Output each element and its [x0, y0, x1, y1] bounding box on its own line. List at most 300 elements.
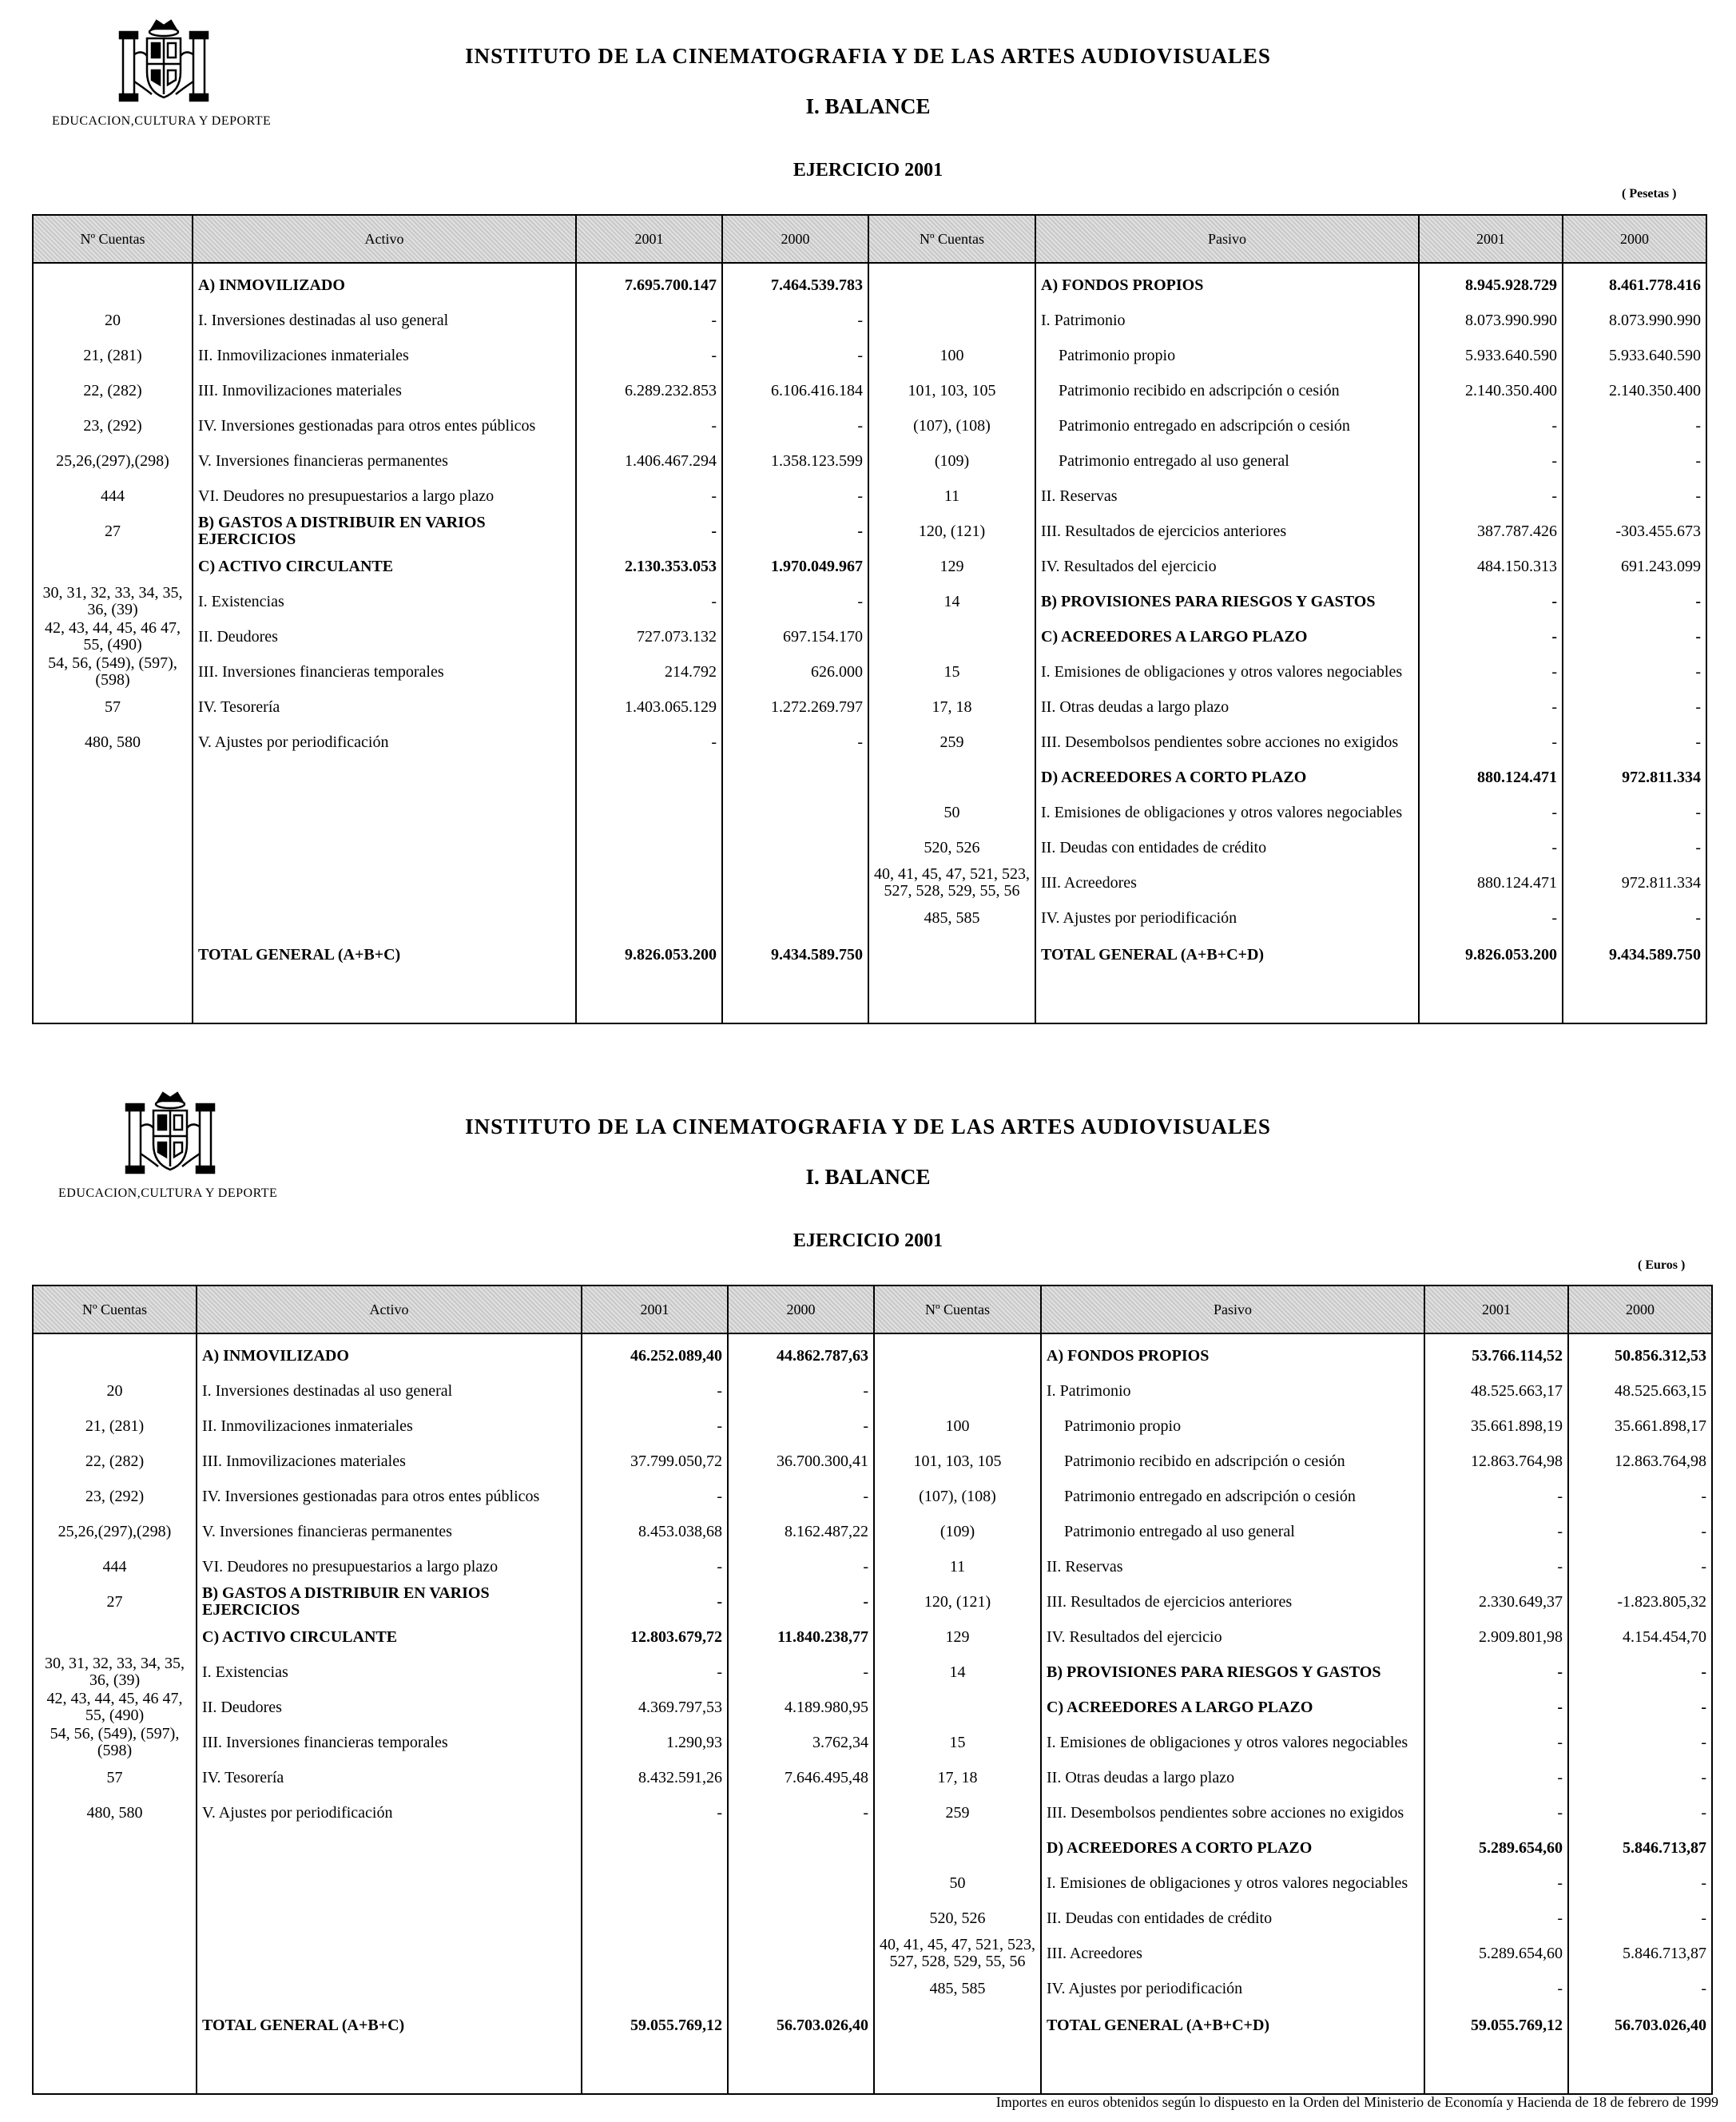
table-row [33, 443, 1706, 479]
cell-activo: B) GASTOS A DISTRIBUIR EN VARIOS EJERCICIOS [193, 514, 576, 549]
exercise-title: EJERCICIO 2001 [793, 160, 943, 181]
cell-cuentas: 444 [33, 1549, 197, 1584]
cell-activo: TOTAL GENERAL (A+B+C) [197, 2006, 582, 2094]
table-row [33, 1584, 1712, 1619]
cell-cuentas: 54, 56, (549), (597), (598) [33, 1725, 197, 1760]
cell-activo-2000: 6.106.416.184 [722, 373, 868, 408]
cell-cuentas-pasivo: 100 [874, 1409, 1041, 1444]
cell-cuentas-pasivo [868, 303, 1035, 338]
cell-activo-2001: 7.695.700.147 [576, 263, 722, 303]
cell-activo-2000: 697.154.170 [722, 619, 868, 654]
cell-activo-2000 [722, 760, 868, 795]
cell-cuentas [33, 1866, 197, 1901]
cell-activo-2000: 11.840.238,77 [728, 1619, 874, 1655]
cell-pasivo-2001: 9.826.053.200 [1419, 936, 1563, 1023]
cell-pasivo: Patrimonio propio [1035, 338, 1419, 373]
col-header-2000: 2000 [722, 215, 868, 263]
cell-cuentas: 30, 31, 32, 33, 34, 35, 36, (39) [33, 1655, 197, 1690]
balance-table-euros [32, 1285, 1713, 2095]
cell-pasivo: I. Emisiones de obligaciones y otros valores negociables [1041, 1725, 1424, 1760]
cell-pasivo: II. Reservas [1041, 1549, 1424, 1584]
cell-cuentas-pasivo: 120, (121) [868, 514, 1035, 549]
cell-pasivo: Patrimonio entregado al uso general [1041, 1514, 1424, 1549]
cell-pasivo-2001: 5.289.654,60 [1424, 1936, 1568, 1971]
cell-pasivo: D) ACREEDORES A CORTO PLAZO [1041, 1830, 1424, 1866]
table-row [33, 1936, 1712, 1971]
cell-activo: I. Inversiones destinadas al uso general [197, 1373, 582, 1409]
cell-cuentas-pasivo [874, 1830, 1041, 1866]
table-row [33, 830, 1706, 865]
table-row [33, 1619, 1712, 1655]
cell-pasivo: II. Deudas con entidades de crédito [1041, 1901, 1424, 1936]
cell-pasivo-2001: - [1424, 1655, 1568, 1690]
cell-pasivo-2001: 880.124.471 [1419, 760, 1563, 795]
cell-pasivo: I. Emisiones de obligaciones y otros valores negociables [1035, 795, 1419, 830]
cell-activo-2000: 44.862.787,63 [728, 1333, 874, 1373]
table-row [33, 1690, 1712, 1725]
cell-pasivo-2001: - [1424, 1901, 1568, 1936]
cell-pasivo: C) ACREEDORES A LARGO PLAZO [1041, 1690, 1424, 1725]
cell-pasivo-2001: - [1419, 689, 1563, 725]
cell-cuentas-pasivo: 520, 526 [874, 1901, 1041, 1936]
cell-pasivo: II. Reservas [1035, 479, 1419, 514]
col-header-cuentas-pasivo: Nº Cuentas [874, 1286, 1041, 1333]
cell-activo-2000: - [722, 514, 868, 549]
cell-cuentas-pasivo: 101, 103, 105 [868, 373, 1035, 408]
cell-pasivo: III. Desembolsos pendientes sobre acciones no exigidos [1041, 1795, 1424, 1830]
cell-activo-2001: - [582, 1655, 728, 1690]
cell-activo: I. Existencias [193, 584, 576, 619]
cell-pasivo: D) ACREEDORES A CORTO PLAZO [1035, 760, 1419, 795]
balance-pesetas-section [0, 0, 1736, 1055]
cell-activo [197, 1971, 582, 2006]
cell-pasivo: III. Resultados de ejercicios anteriores [1041, 1584, 1424, 1619]
cell-activo-2001: 727.073.132 [576, 619, 722, 654]
table-row [33, 865, 1706, 900]
cell-cuentas-pasivo: 17, 18 [874, 1760, 1041, 1795]
cell-pasivo: I. Patrimonio [1035, 303, 1419, 338]
cell-pasivo: A) FONDOS PROPIOS [1035, 263, 1419, 303]
cell-activo: I. Existencias [197, 1655, 582, 1690]
cell-cuentas-pasivo: 485, 585 [868, 900, 1035, 936]
cell-activo-2000: - [722, 338, 868, 373]
cell-pasivo-2000: - [1568, 1479, 1712, 1514]
col-header-cuentas-pasivo: Nº Cuentas [868, 215, 1035, 263]
cell-activo-2000: - [728, 1655, 874, 1690]
table-row [33, 1725, 1712, 1760]
cell-pasivo-2001: - [1419, 654, 1563, 689]
cell-pasivo-2000: - [1568, 1655, 1712, 1690]
cell-activo-2000: 1.272.269.797 [722, 689, 868, 725]
cell-activo: II. Inmovilizaciones inmateriales [193, 338, 576, 373]
cell-pasivo-2000: - [1568, 1549, 1712, 1584]
cell-cuentas-pasivo: (109) [874, 1514, 1041, 1549]
cell-activo-2000: 1.970.049.967 [722, 549, 868, 584]
cell-activo-2001: 2.130.353.053 [576, 549, 722, 584]
cell-activo-2001: - [576, 584, 722, 619]
table-row [33, 1971, 1712, 2006]
cell-cuentas-pasivo: 17, 18 [868, 689, 1035, 725]
cell-pasivo-2000: - [1563, 725, 1706, 760]
cell-cuentas-pasivo [868, 936, 1035, 1023]
cell-activo-2000: - [722, 303, 868, 338]
cell-pasivo-2001: - [1419, 443, 1563, 479]
cell-cuentas: 480, 580 [33, 1795, 197, 1830]
cell-pasivo: TOTAL GENERAL (A+B+C+D) [1041, 2006, 1424, 2094]
cell-pasivo-2000: - [1563, 584, 1706, 619]
cell-pasivo-2000: -1.823.805,32 [1568, 1584, 1712, 1619]
cell-pasivo: IV. Ajustes por periodificación [1041, 1971, 1424, 2006]
cell-cuentas [33, 830, 193, 865]
cell-cuentas-pasivo: 40, 41, 45, 47, 521, 523, 527, 528, 529, 55, 56 [868, 865, 1035, 900]
cell-pasivo: IV. Resultados del ejercicio [1035, 549, 1419, 584]
cell-cuentas: 22, (282) [33, 1444, 197, 1479]
cell-activo-2000: - [722, 725, 868, 760]
cell-pasivo-2000: 5.846.713,87 [1568, 1830, 1712, 1866]
cell-cuentas [33, 549, 193, 584]
col-header-pasivo: Pasivo [1035, 215, 1419, 263]
cell-pasivo-2000: - [1563, 443, 1706, 479]
cell-activo-2001: 4.369.797,53 [582, 1690, 728, 1725]
cell-cuentas: 42, 43, 44, 45, 46 47, 55, (490) [33, 619, 193, 654]
cell-cuentas: 25,26,(297),(298) [33, 1514, 197, 1549]
balance-table-pesetas [32, 214, 1707, 1024]
table-row [33, 1444, 1712, 1479]
cell-activo-2000: - [728, 1584, 874, 1619]
cell-pasivo-2001: - [1419, 408, 1563, 443]
cell-pasivo-2000: 5.933.640.590 [1563, 338, 1706, 373]
cell-activo-2001: - [582, 1373, 728, 1409]
cell-pasivo-2000: - [1563, 479, 1706, 514]
cell-activo-2000: 8.162.487,22 [728, 1514, 874, 1549]
cell-activo-2000: 3.762,34 [728, 1725, 874, 1760]
cell-cuentas: 21, (281) [33, 1409, 197, 1444]
cell-cuentas-pasivo: 129 [874, 1619, 1041, 1655]
cell-pasivo-2000: - [1563, 689, 1706, 725]
cell-pasivo-2001: 12.863.764,98 [1424, 1444, 1568, 1479]
cell-pasivo: I. Emisiones de obligaciones y otros valores negociables [1035, 654, 1419, 689]
cell-activo-2000: - [728, 1409, 874, 1444]
cell-cuentas-pasivo: (109) [868, 443, 1035, 479]
col-header-activo: Activo [193, 215, 576, 263]
cell-pasivo-2000: 8.461.778.416 [1563, 263, 1706, 303]
cell-activo [193, 830, 576, 865]
cell-activo-2001: - [582, 1549, 728, 1584]
cell-activo: I. Inversiones destinadas al uso general [193, 303, 576, 338]
col-header-cuentas: Nº Cuentas [33, 1286, 197, 1333]
cell-pasivo: B) PROVISIONES PARA RIESGOS Y GASTOS [1035, 584, 1419, 619]
cell-pasivo: I. Patrimonio [1041, 1373, 1424, 1409]
cell-pasivo-2001: - [1424, 1795, 1568, 1830]
cell-pasivo: III. Acreedores [1041, 1936, 1424, 1971]
cell-pasivo-2000: -303.455.673 [1563, 514, 1706, 549]
cell-activo-2000: 56.703.026,40 [728, 2006, 874, 2094]
cell-activo: IV. Inversiones gestionadas para otros entes públicos [193, 408, 576, 443]
ministry-label: EDUCACION,CULTURA Y DEPORTE [52, 114, 272, 128]
cell-activo-2001: - [576, 725, 722, 760]
cell-pasivo-2001: - [1424, 1971, 1568, 2006]
cell-activo-2001: 12.803.679,72 [582, 1619, 728, 1655]
cell-pasivo-2001: 2.909.801,98 [1424, 1619, 1568, 1655]
cell-pasivo-2000: 972.811.334 [1563, 865, 1706, 900]
table-row [33, 1373, 1712, 1409]
cell-pasivo-2001: 8.073.990.990 [1419, 303, 1563, 338]
cell-cuentas-pasivo: 15 [874, 1725, 1041, 1760]
cell-activo: C) ACTIVO CIRCULANTE [197, 1619, 582, 1655]
cell-activo-2001: 6.289.232.853 [576, 373, 722, 408]
table-row [33, 1514, 1712, 1549]
cell-pasivo-2001: - [1419, 619, 1563, 654]
table-row [33, 795, 1706, 830]
cell-cuentas-pasivo: 120, (121) [874, 1584, 1041, 1619]
cell-activo: B) GASTOS A DISTRIBUIR EN VARIOS EJERCICIOS [197, 1584, 582, 1619]
col-header-cuentas: Nº Cuentas [33, 215, 193, 263]
cell-pasivo-2000: - [1563, 619, 1706, 654]
cell-cuentas [33, 1619, 197, 1655]
cell-pasivo-2001: 5.289.654,60 [1424, 1830, 1568, 1866]
cell-activo: V. Ajustes por periodificación [193, 725, 576, 760]
cell-pasivo-2001: 2.140.350.400 [1419, 373, 1563, 408]
cell-activo-2000 [722, 900, 868, 936]
ministry-label: EDUCACION,CULTURA Y DEPORTE [58, 1186, 278, 1200]
cell-pasivo: III. Resultados de ejercicios anteriores [1035, 514, 1419, 549]
cell-activo-2000: 626.000 [722, 654, 868, 689]
cell-activo-2000 [728, 1936, 874, 1971]
cell-activo-2001: 1.290,93 [582, 1725, 728, 1760]
cell-activo: IV. Tesorería [193, 689, 576, 725]
table-row [33, 514, 1706, 549]
cell-pasivo: Patrimonio recibido en adscripción o cesión [1041, 1444, 1424, 1479]
cell-cuentas [33, 1936, 197, 1971]
cell-activo: C) ACTIVO CIRCULANTE [193, 549, 576, 584]
table-row [33, 936, 1706, 1023]
cell-pasivo-2001: - [1424, 1549, 1568, 1584]
table-row [33, 1901, 1712, 1936]
table-row [33, 338, 1706, 373]
cell-pasivo-2000: 2.140.350.400 [1563, 373, 1706, 408]
table-row [33, 584, 1706, 619]
cell-activo [193, 795, 576, 830]
institute-title: INSTITUTO DE LA CINEMATOGRAFIA Y DE LAS ARTES AUDIOVISUALES [465, 1115, 1271, 1138]
cell-cuentas: 23, (292) [33, 1479, 197, 1514]
cell-cuentas [33, 1971, 197, 2006]
cell-pasivo-2000: 12.863.764,98 [1568, 1444, 1712, 1479]
cell-activo [197, 1830, 582, 1866]
cell-cuentas: 21, (281) [33, 338, 193, 373]
cell-activo-2000 [728, 1901, 874, 1936]
cell-pasivo: TOTAL GENERAL (A+B+C+D) [1035, 936, 1419, 1023]
cell-activo-2000: - [722, 479, 868, 514]
cell-pasivo: II. Otras deudas a largo plazo [1041, 1760, 1424, 1795]
cell-activo [193, 865, 576, 900]
cell-activo-2001: - [576, 338, 722, 373]
col-header-2001: 2001 [576, 215, 722, 263]
cell-activo-2000: 7.464.539.783 [722, 263, 868, 303]
cell-pasivo-2001: - [1424, 1690, 1568, 1725]
cell-cuentas-pasivo: 485, 585 [874, 1971, 1041, 2006]
cell-cuentas-pasivo: 11 [868, 479, 1035, 514]
cell-activo: II. Inmovilizaciones inmateriales [197, 1409, 582, 1444]
table-row [33, 549, 1706, 584]
table-row [33, 373, 1706, 408]
cell-activo: V. Inversiones financieras permanentes [193, 443, 576, 479]
cell-activo-2001: 9.826.053.200 [576, 936, 722, 1023]
cell-activo: III. Inmovilizaciones materiales [197, 1444, 582, 1479]
cell-activo-2001: - [576, 514, 722, 549]
currency-unit: ( Euros ) [1638, 1258, 1686, 1272]
cell-pasivo: C) ACREEDORES A LARGO PLAZO [1035, 619, 1419, 654]
cell-cuentas-pasivo: 259 [874, 1795, 1041, 1830]
cell-pasivo-2000: 35.661.898,17 [1568, 1409, 1712, 1444]
cell-pasivo-2001: 35.661.898,19 [1424, 1409, 1568, 1444]
cell-cuentas-pasivo: 14 [874, 1655, 1041, 1690]
cell-activo-2000: 7.646.495,48 [728, 1760, 874, 1795]
cell-activo: IV. Tesorería [197, 1760, 582, 1795]
col-header-pasivo: Pasivo [1041, 1286, 1424, 1333]
cell-pasivo: III. Desembolsos pendientes sobre acciones no exigidos [1035, 725, 1419, 760]
cell-pasivo-2000: - [1568, 1690, 1712, 1725]
cell-cuentas [33, 900, 193, 936]
cell-pasivo: B) PROVISIONES PARA RIESGOS Y GASTOS [1041, 1655, 1424, 1690]
cell-activo-2001: 1.406.467.294 [576, 443, 722, 479]
cell-pasivo-2000: - [1568, 1901, 1712, 1936]
footnote: Importes en euros obtenidos según lo dispuesto en la Orden del Ministerio de Economía y Hacienda de 18 de febrero de 1999 [995, 2094, 1718, 2110]
cell-activo-2000: 36.700.300,41 [728, 1444, 874, 1479]
cell-pasivo-2001: - [1424, 1760, 1568, 1795]
cell-activo-2001 [582, 1830, 728, 1866]
cell-activo: II. Deudores [193, 619, 576, 654]
cell-pasivo-2001: - [1424, 1479, 1568, 1514]
cell-activo-2000: 9.434.589.750 [722, 936, 868, 1023]
cell-activo-2001 [576, 900, 722, 936]
cell-activo-2000 [728, 1866, 874, 1901]
cell-activo-2001: 214.792 [576, 654, 722, 689]
cell-activo-2001: - [582, 1584, 728, 1619]
cell-cuentas-pasivo [874, 1690, 1041, 1725]
cell-cuentas [33, 2006, 197, 2094]
cell-activo: A) INMOVILIZADO [193, 263, 576, 303]
cell-cuentas [33, 760, 193, 795]
cell-activo-2001 [582, 1901, 728, 1936]
cell-activo-2001: 1.403.065.129 [576, 689, 722, 725]
cell-cuentas-pasivo: 40, 41, 45, 47, 521, 523, 527, 528, 529, 55, 56 [874, 1936, 1041, 1971]
cell-pasivo-2000: - [1563, 654, 1706, 689]
cell-cuentas-pasivo: 129 [868, 549, 1035, 584]
cell-activo-2000: 1.358.123.599 [722, 443, 868, 479]
cell-activo: III. Inmovilizaciones materiales [193, 373, 576, 408]
cell-cuentas-pasivo: (107), (108) [874, 1479, 1041, 1514]
table-row [33, 725, 1706, 760]
currency-unit: ( Pesetas ) [1622, 187, 1677, 201]
cell-pasivo-2000: - [1563, 795, 1706, 830]
cell-pasivo-2000: - [1568, 1866, 1712, 1901]
table-row [33, 1409, 1712, 1444]
col-header-activo: Activo [197, 1286, 582, 1333]
table-row [33, 2006, 1712, 2094]
cell-pasivo-2000: - [1563, 830, 1706, 865]
cell-activo [197, 1936, 582, 1971]
cell-pasivo-2000: - [1568, 1514, 1712, 1549]
cell-cuentas [33, 263, 193, 303]
table-row [33, 760, 1706, 795]
cell-cuentas [33, 1830, 197, 1866]
cell-pasivo-2001: - [1419, 479, 1563, 514]
cell-activo [197, 1901, 582, 1936]
col-header-2000: 2000 [728, 1286, 874, 1333]
cell-cuentas: 27 [33, 1584, 197, 1619]
cell-pasivo-2001: 8.945.928.729 [1419, 263, 1563, 303]
cell-cuentas: 25,26,(297),(298) [33, 443, 193, 479]
cell-pasivo-2001: 2.330.649,37 [1424, 1584, 1568, 1619]
table-header-row [33, 1286, 1712, 1333]
cell-activo-2001: 59.055.769,12 [582, 2006, 728, 2094]
cell-pasivo: II. Otras deudas a largo plazo [1035, 689, 1419, 725]
balance-euros-section [0, 1075, 1736, 2122]
cell-cuentas-pasivo [868, 760, 1035, 795]
table-row [33, 1333, 1712, 1373]
cell-pasivo: IV. Resultados del ejercicio [1041, 1619, 1424, 1655]
cell-pasivo: Patrimonio entregado en adscripción o cesión [1035, 408, 1419, 443]
table-row [33, 303, 1706, 338]
table-row [33, 1795, 1712, 1830]
cell-activo [193, 900, 576, 936]
table-row [33, 1655, 1712, 1690]
cell-cuentas [33, 936, 193, 1023]
cell-activo: VI. Deudores no presupuestarios a largo plazo [193, 479, 576, 514]
cell-pasivo-2000: 691.243.099 [1563, 549, 1706, 584]
cell-activo: A) INMOVILIZADO [197, 1333, 582, 1373]
cell-pasivo-2001: - [1419, 830, 1563, 865]
cell-cuentas: 27 [33, 514, 193, 549]
cell-activo-2000: - [728, 1373, 874, 1409]
cell-activo-2001 [576, 865, 722, 900]
cell-activo: III. Inversiones financieras temporales [197, 1725, 582, 1760]
cell-cuentas-pasivo: 101, 103, 105 [874, 1444, 1041, 1479]
cell-cuentas: 30, 31, 32, 33, 34, 35, 36, (39) [33, 584, 193, 619]
cell-pasivo: Patrimonio entregado en adscripción o cesión [1041, 1479, 1424, 1514]
cell-cuentas-pasivo [868, 263, 1035, 303]
cell-pasivo-2001: 5.933.640.590 [1419, 338, 1563, 373]
cell-activo-2000: - [728, 1795, 874, 1830]
cell-cuentas-pasivo [874, 2006, 1041, 2094]
col-header-2001-pasivo: 2001 [1419, 215, 1563, 263]
cell-pasivo-2001: - [1424, 1866, 1568, 1901]
cell-pasivo-2000: - [1563, 900, 1706, 936]
table-row [33, 408, 1706, 443]
cell-activo-2001: 8.432.591,26 [582, 1760, 728, 1795]
cell-activo-2001 [576, 760, 722, 795]
cell-pasivo: II. Deudas con entidades de crédito [1035, 830, 1419, 865]
cell-cuentas: 57 [33, 1760, 197, 1795]
cell-cuentas: 444 [33, 479, 193, 514]
cell-activo-2001 [582, 1936, 728, 1971]
exercise-title: EJERCICIO 2001 [793, 1230, 943, 1251]
cell-activo-2000 [728, 1971, 874, 2006]
cell-activo-2001: - [576, 479, 722, 514]
cell-cuentas-pasivo: (107), (108) [868, 408, 1035, 443]
cell-pasivo-2000: 8.073.990.990 [1563, 303, 1706, 338]
table-row [33, 900, 1706, 936]
cell-pasivo-2001: - [1419, 584, 1563, 619]
table-row [33, 619, 1706, 654]
cell-cuentas: 20 [33, 303, 193, 338]
cell-cuentas-pasivo: 11 [874, 1549, 1041, 1584]
institute-title: INSTITUTO DE LA CINEMATOGRAFIA Y DE LAS ARTES AUDIOVISUALES [465, 44, 1271, 68]
cell-activo-2001: 46.252.089,40 [582, 1333, 728, 1373]
cell-cuentas-pasivo: 520, 526 [868, 830, 1035, 865]
cell-pasivo-2000: 56.703.026,40 [1568, 2006, 1712, 2094]
cell-cuentas: 57 [33, 689, 193, 725]
